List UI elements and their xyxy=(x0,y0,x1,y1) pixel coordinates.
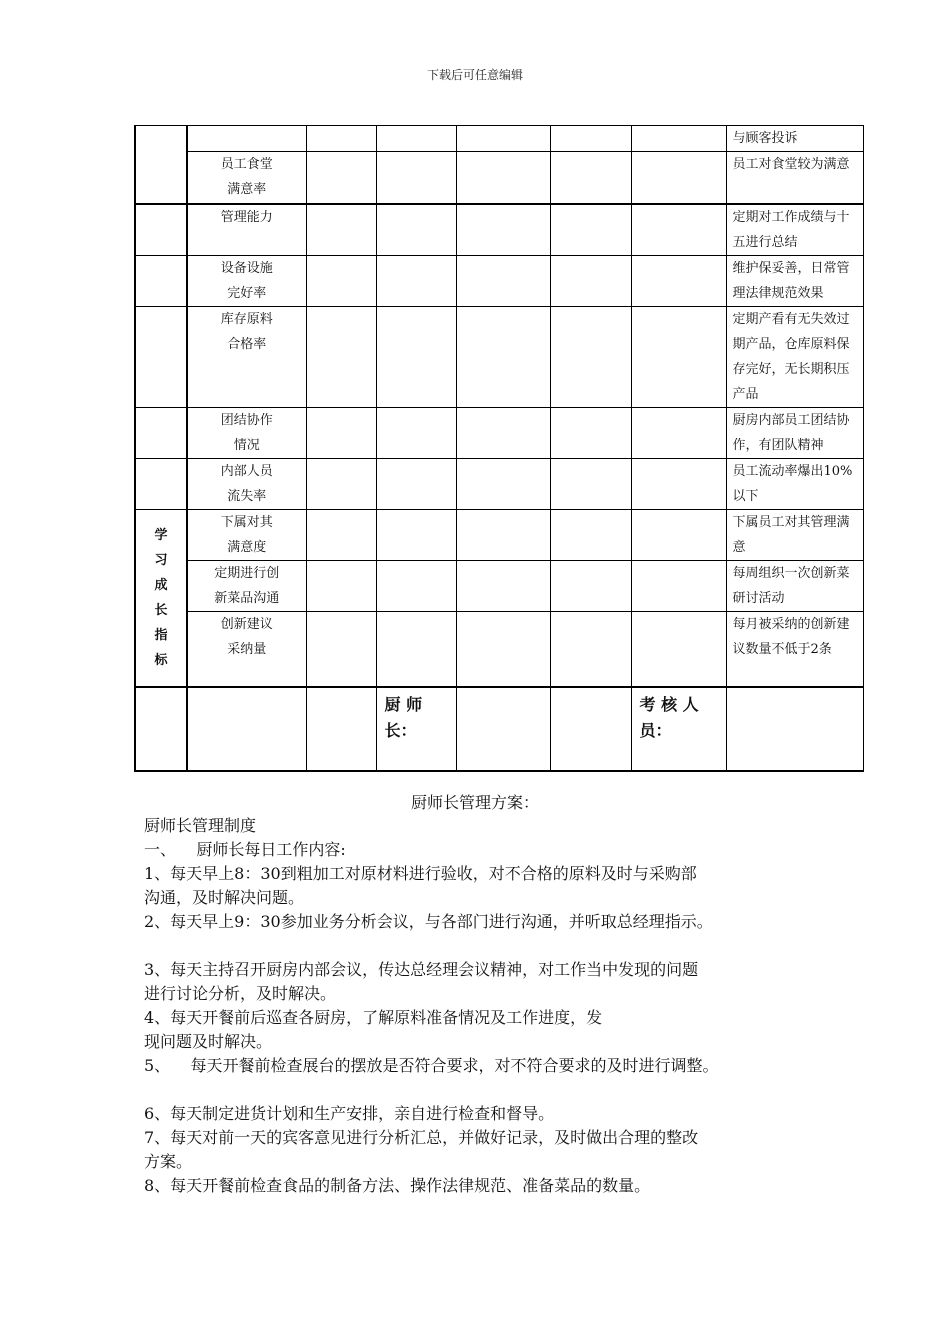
table-row xyxy=(135,407,863,458)
subtitle: 厨师长管理制度 xyxy=(144,816,257,835)
category-cell xyxy=(135,458,187,509)
table-row xyxy=(135,255,863,306)
item-cell: 下属对其 满意度 xyxy=(187,509,306,560)
body-text xyxy=(144,814,844,1198)
paragraph: 现问题及时解决。 xyxy=(144,1032,273,1051)
table-row xyxy=(135,306,863,407)
paragraph: 4、每天开餐前后巡查各厨房，了解原料准备情况及工作进度，发 xyxy=(144,1008,603,1027)
note-cell: 维护保妥善，日常管理法律规范效果 xyxy=(726,255,863,306)
note-cell: 每月被采纳的创新建议数量不低于2条 xyxy=(726,611,863,687)
category-label-learning-growth: 学 习 成 长 指 标 xyxy=(135,509,187,687)
item-cell: 员工食堂 满意率 xyxy=(187,152,306,204)
item-cell: 管理能力 xyxy=(187,204,306,256)
note-cell: 下属员工对其管理满意 xyxy=(726,509,863,560)
item-cell: 团结协作 情况 xyxy=(187,407,306,458)
note-cell: 定期产看有无失效过期产品，仓库原料保存完好，无长期积压产品 xyxy=(726,306,863,407)
signature-row xyxy=(135,687,863,771)
table-row xyxy=(135,126,863,152)
paragraph: 3、每天主持召开厨房内部会议，传达总经理会议精神，对工作当中发现的问题 xyxy=(144,960,699,979)
category-cell xyxy=(135,255,187,306)
item-cell: 内部人员 流失率 xyxy=(187,458,306,509)
doc-title: 厨师长管理方案： xyxy=(410,793,539,812)
note-cell: 与顾客投诉 xyxy=(726,126,863,152)
table-row xyxy=(135,152,863,204)
table-row xyxy=(135,611,863,687)
paragraph: 方案。 xyxy=(144,1152,193,1171)
category-cell xyxy=(135,306,187,407)
item-cell: 定期进行创 新菜品沟通 xyxy=(187,560,306,611)
table-row xyxy=(135,509,863,560)
table-row xyxy=(135,458,863,509)
category-cell xyxy=(135,407,187,458)
note-cell: 每周组织一次创新菜研讨活动 xyxy=(726,560,863,611)
assessment-table xyxy=(134,125,864,772)
item-cell: 创新建议 采纳量 xyxy=(187,611,306,687)
paragraph: 5、 每天开餐前检查展台的摆放是否符合要求，对不符合要求的及时进行调整。 xyxy=(144,1056,719,1075)
assessor-signature-label: 考 核 人 员： xyxy=(631,687,726,771)
item-cell: 库存原料 合格率 xyxy=(187,306,306,407)
table-row xyxy=(135,204,863,256)
header-note: 下载后可任意编辑 xyxy=(426,68,523,82)
category-cell xyxy=(135,687,187,771)
paragraph: 7、每天对前一天的宾客意见进行分析汇总，并做好记录，及时做出合理的整改 xyxy=(144,1128,699,1147)
paragraph: 2、每天早上9：30参加业务分析会议，与各部门进行沟通，并听取总经理指示。 xyxy=(144,912,713,931)
paragraph: 进行讨论分析，及时解决。 xyxy=(144,984,337,1003)
table-row xyxy=(135,560,863,611)
section-heading: 一、 厨师长每日工作内容: xyxy=(144,840,346,859)
paragraph: 1、每天早上8：30到粗加工对原材料进行验收，对不合格的原料及时与采购部 xyxy=(144,864,697,883)
chef-signature-label: 厨 师 长： xyxy=(376,687,456,771)
note-cell: 定期对工作成绩与十五进行总结 xyxy=(726,204,863,256)
note-cell: 厨房内部员工团结协作，有团队精神 xyxy=(726,407,863,458)
category-cell xyxy=(135,204,187,256)
category-cell xyxy=(135,126,187,204)
note-cell: 员工对食堂较为满意 xyxy=(726,152,863,204)
item-cell: 设备设施 完好率 xyxy=(187,255,306,306)
note-cell: 员工流动率爆出10%以下 xyxy=(726,458,863,509)
paragraph: 6、每天制定进货计划和生产安排，亲自进行检查和督导。 xyxy=(144,1104,555,1123)
paragraph: 沟通，及时解决问题。 xyxy=(144,888,305,907)
paragraph: 8、每天开餐前检查食品的制备方法、操作法律规范、准备菜品的数量。 xyxy=(144,1176,651,1195)
item-cell xyxy=(187,126,306,152)
